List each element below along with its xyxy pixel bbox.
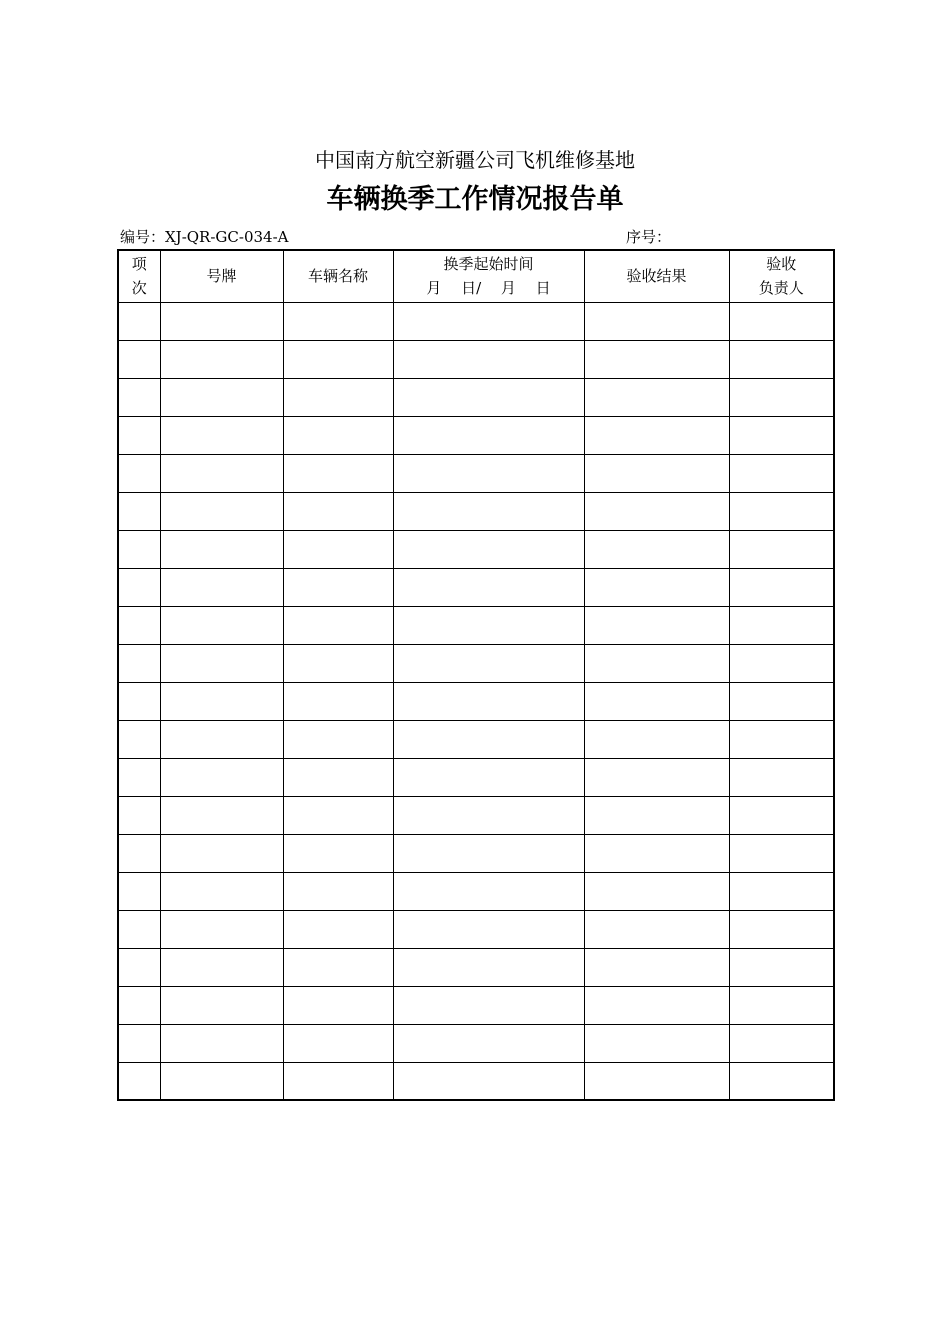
header-acceptance-owner-line-2: 负责人 [758, 279, 804, 298]
header-index [118, 250, 160, 302]
cell-acceptance-result[interactable] [584, 302, 729, 340]
header-season-time-line-2: 月 日/ 月 日 [426, 279, 551, 298]
cell-plate[interactable] [160, 606, 283, 644]
cell-index[interactable] [118, 986, 160, 1024]
cell-acceptance-result[interactable] [584, 1024, 729, 1062]
cell-index[interactable] [118, 1062, 160, 1100]
cell-season-time[interactable] [393, 1024, 584, 1062]
cell-vehicle-name[interactable] [283, 872, 393, 910]
cell-acceptance-owner[interactable] [729, 454, 834, 492]
cell-vehicle-name[interactable] [283, 568, 393, 606]
cell-season-time[interactable] [393, 340, 584, 378]
cell-index[interactable] [118, 758, 160, 796]
document-code: 编号：XJ-QR-GC-034-A [120, 228, 289, 246]
table-row [118, 682, 834, 720]
cell-index[interactable] [118, 720, 160, 758]
cell-acceptance-owner[interactable] [729, 644, 834, 682]
table-row [118, 948, 834, 986]
header-acceptance-owner [729, 250, 834, 302]
table-row [118, 606, 834, 644]
cell-season-time[interactable] [393, 682, 584, 720]
cell-acceptance-owner[interactable] [729, 1062, 834, 1100]
table-row [118, 1024, 834, 1062]
cell-vehicle-name[interactable] [283, 682, 393, 720]
cell-plate[interactable] [160, 340, 283, 378]
cell-acceptance-result[interactable] [584, 454, 729, 492]
cell-index[interactable] [118, 492, 160, 530]
cell-acceptance-owner[interactable] [729, 682, 834, 720]
cell-plate[interactable] [160, 378, 283, 416]
cell-plate[interactable] [160, 302, 283, 340]
cell-acceptance-result[interactable] [584, 682, 729, 720]
cell-index[interactable] [118, 796, 160, 834]
cell-index[interactable] [118, 682, 160, 720]
cell-acceptance-result[interactable] [584, 986, 729, 1024]
cell-acceptance-owner[interactable] [729, 302, 834, 340]
table-row [118, 302, 834, 340]
table-row [118, 834, 834, 872]
cell-acceptance-result[interactable] [584, 416, 729, 454]
cell-season-time[interactable] [393, 872, 584, 910]
cell-plate[interactable] [160, 986, 283, 1024]
cell-vehicle-name[interactable] [283, 1062, 393, 1100]
cell-acceptance-owner[interactable] [729, 834, 834, 872]
cell-plate[interactable] [160, 530, 283, 568]
cell-plate[interactable] [160, 910, 283, 948]
table-row [118, 378, 834, 416]
table-row [118, 530, 834, 568]
table-row [118, 986, 834, 1024]
table-row [118, 340, 834, 378]
cell-vehicle-name[interactable] [283, 378, 393, 416]
cell-acceptance-result[interactable] [584, 606, 729, 644]
cell-acceptance-result[interactable] [584, 872, 729, 910]
cell-index[interactable] [118, 910, 160, 948]
cell-vehicle-name[interactable] [283, 492, 393, 530]
cell-plate[interactable] [160, 454, 283, 492]
table-row [118, 720, 834, 758]
cell-acceptance-owner[interactable] [729, 758, 834, 796]
cell-season-time[interactable] [393, 454, 584, 492]
cell-acceptance-result[interactable] [584, 340, 729, 378]
cell-season-time[interactable] [393, 416, 584, 454]
cell-acceptance-result[interactable] [584, 948, 729, 986]
cell-index[interactable] [118, 834, 160, 872]
cell-season-time[interactable] [393, 644, 584, 682]
cell-vehicle-name[interactable] [283, 530, 393, 568]
season-change-report-table [117, 249, 835, 1101]
cell-acceptance-result[interactable] [584, 1062, 729, 1100]
cell-season-time[interactable] [393, 568, 584, 606]
cell-acceptance-result[interactable] [584, 758, 729, 796]
cell-acceptance-result[interactable] [584, 796, 729, 834]
cell-acceptance-owner[interactable] [729, 720, 834, 758]
cell-vehicle-name[interactable] [283, 834, 393, 872]
cell-vehicle-name[interactable] [283, 606, 393, 644]
cell-season-time[interactable] [393, 378, 584, 416]
table-header-row [118, 250, 834, 302]
header-plate: 号牌 [160, 250, 283, 302]
cell-plate[interactable] [160, 1024, 283, 1062]
cell-vehicle-name[interactable] [283, 910, 393, 948]
cell-index[interactable] [118, 1024, 160, 1062]
cell-season-time[interactable] [393, 530, 584, 568]
cell-season-time[interactable] [393, 834, 584, 872]
cell-index[interactable] [118, 644, 160, 682]
cell-acceptance-owner[interactable] [729, 910, 834, 948]
cell-index[interactable] [118, 378, 160, 416]
cell-acceptance-owner[interactable] [729, 340, 834, 378]
table-row [118, 872, 834, 910]
cell-plate[interactable] [160, 948, 283, 986]
header-index-line-2: 次 [131, 279, 147, 298]
cell-acceptance-result[interactable] [584, 644, 729, 682]
cell-plate[interactable] [160, 834, 283, 872]
cell-acceptance-owner[interactable] [729, 986, 834, 1024]
cell-plate[interactable] [160, 796, 283, 834]
cell-season-time[interactable] [393, 302, 584, 340]
header-acceptance-result: 验收结果 [584, 250, 729, 302]
cell-acceptance-owner[interactable] [729, 872, 834, 910]
cell-acceptance-result[interactable] [584, 530, 729, 568]
cell-vehicle-name[interactable] [283, 796, 393, 834]
cell-index[interactable] [118, 872, 160, 910]
cell-acceptance-result[interactable] [584, 720, 729, 758]
header-season-time-line-1: 换季起始时间 [443, 255, 534, 274]
cell-season-time[interactable] [393, 758, 584, 796]
table-row [118, 568, 834, 606]
cell-vehicle-name[interactable] [283, 454, 393, 492]
table-row [118, 1062, 834, 1100]
cell-index[interactable] [118, 340, 160, 378]
cell-season-time[interactable] [393, 910, 584, 948]
cell-index[interactable] [118, 568, 160, 606]
cell-acceptance-result[interactable] [584, 834, 729, 872]
header-index-line-1: 项 [131, 255, 147, 274]
serial-number-label: 序号： [626, 228, 672, 246]
document-meta-row [120, 226, 832, 248]
cell-acceptance-result[interactable] [584, 378, 729, 416]
header-acceptance-owner-line-1: 验收 [766, 255, 797, 274]
cell-plate[interactable] [160, 758, 283, 796]
cell-plate[interactable] [160, 416, 283, 454]
cell-plate[interactable] [160, 492, 283, 530]
cell-vehicle-name[interactable] [283, 948, 393, 986]
cell-plate[interactable] [160, 644, 283, 682]
cell-plate[interactable] [160, 1062, 283, 1100]
cell-plate[interactable] [160, 568, 283, 606]
cell-season-time[interactable] [393, 720, 584, 758]
cell-index[interactable] [118, 302, 160, 340]
table-row [118, 454, 834, 492]
organization-title: 中国南方航空新疆公司飞机维修基地 [315, 148, 635, 172]
cell-acceptance-owner[interactable] [729, 796, 834, 834]
cell-season-time[interactable] [393, 796, 584, 834]
cell-season-time[interactable] [393, 948, 584, 986]
document-title: 车辆换季工作情况报告单 [326, 184, 624, 215]
cell-season-time[interactable] [393, 1062, 584, 1100]
cell-acceptance-owner[interactable] [729, 606, 834, 644]
cell-plate[interactable] [160, 872, 283, 910]
cell-vehicle-name[interactable] [283, 302, 393, 340]
cell-index[interactable] [118, 454, 160, 492]
table-row [118, 758, 834, 796]
cell-vehicle-name[interactable] [283, 720, 393, 758]
cell-vehicle-name[interactable] [283, 986, 393, 1024]
header-vehicle-name: 车辆名称 [283, 250, 393, 302]
table-row [118, 796, 834, 834]
cell-season-time[interactable] [393, 492, 584, 530]
cell-acceptance-owner[interactable] [729, 492, 834, 530]
cell-vehicle-name[interactable] [283, 340, 393, 378]
table-row [118, 910, 834, 948]
cell-acceptance-owner[interactable] [729, 948, 834, 986]
table-row [118, 416, 834, 454]
cell-vehicle-name[interactable] [283, 758, 393, 796]
cell-acceptance-owner[interactable] [729, 1024, 834, 1062]
cell-vehicle-name[interactable] [283, 644, 393, 682]
cell-acceptance-owner[interactable] [729, 530, 834, 568]
cell-index[interactable] [118, 416, 160, 454]
cell-season-time[interactable] [393, 986, 584, 1024]
cell-acceptance-result[interactable] [584, 910, 729, 948]
cell-index[interactable] [118, 948, 160, 986]
cell-acceptance-owner[interactable] [729, 416, 834, 454]
header-season-time [393, 250, 584, 302]
cell-acceptance-result[interactable] [584, 492, 729, 530]
cell-index[interactable] [118, 530, 160, 568]
table-row [118, 644, 834, 682]
table-body [118, 302, 834, 1100]
cell-acceptance-result[interactable] [584, 568, 729, 606]
cell-acceptance-owner[interactable] [729, 378, 834, 416]
cell-index[interactable] [118, 606, 160, 644]
cell-plate[interactable] [160, 682, 283, 720]
cell-plate[interactable] [160, 720, 283, 758]
cell-vehicle-name[interactable] [283, 1024, 393, 1062]
cell-acceptance-owner[interactable] [729, 568, 834, 606]
cell-season-time[interactable] [393, 606, 584, 644]
table-row [118, 492, 834, 530]
cell-vehicle-name[interactable] [283, 416, 393, 454]
